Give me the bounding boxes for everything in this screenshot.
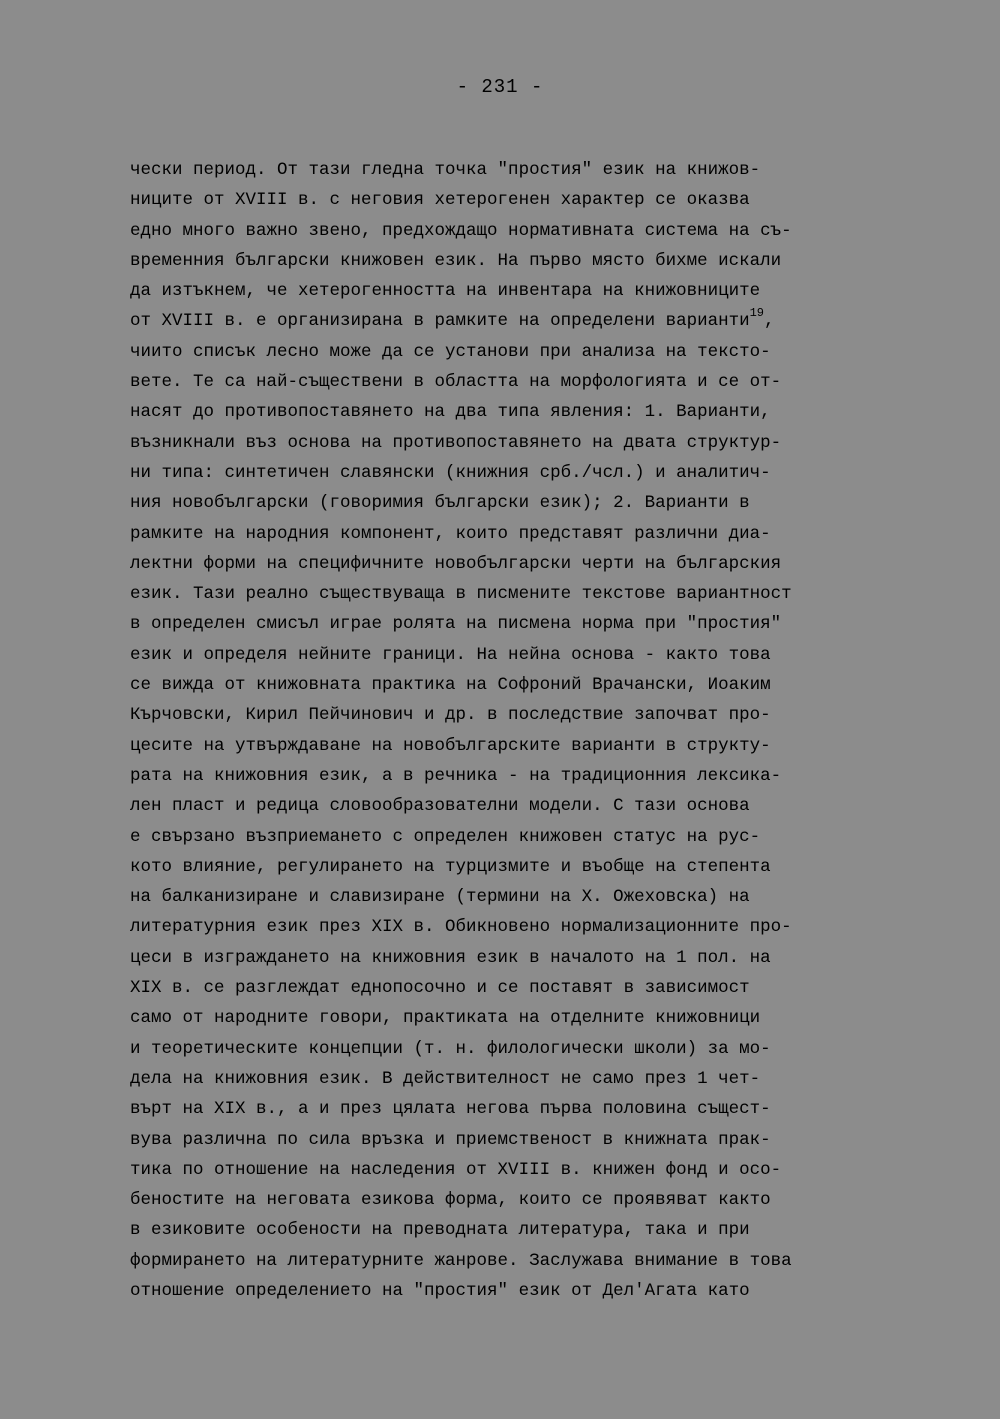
page-number: - 231 -: [456, 76, 544, 98]
text-line: тика по отношение на наследения от XVIII в. книжен фонд и осо-: [130, 1159, 782, 1180]
text-line: дела на книжовния език. В действителност не само през 1 чет-: [130, 1068, 761, 1089]
text-line: рата на книжовния език, а в речника - на традиционния лексика-: [130, 765, 782, 786]
text-line: вува различна по сила връзка и приемственост в книжната прак-: [130, 1129, 771, 1150]
text-line: цеси в изграждането на книжовния език в началото на 1 пол. на: [130, 947, 771, 968]
text-line: върт на XIX в., а и през цялата негова първа половина същест-: [130, 1099, 771, 1120]
text-line: език и определя нейните граници. На нейна основа - както това: [130, 644, 771, 665]
text-line: XIX в. се разглеждат еднопосочно и се поставят в зависимост: [130, 978, 750, 999]
text-line: лектни форми на специфичните новобългарски черти на българския: [130, 553, 782, 574]
text-line: литературния език през XIX в. Обикновено нормализационните про-: [130, 917, 792, 938]
text-line: беностите на неговата езикова форма, които се проявяват както: [130, 1190, 771, 1211]
text-line-with-footnote: от XVIII в. е организирана в рамките на определени варианти$^{19}$,: [130, 306, 775, 332]
text-line: само от народните говори, практиката на отделните книжовници: [130, 1008, 761, 1029]
text-line: на балканизиране и славизиране (термини на Х. Ожеховска) на: [130, 887, 750, 908]
text-line: от XVIII в. е организирана в рамките на определени варианти: [130, 311, 750, 332]
text-line: едно много важно звено, предхождащо нормативната система на съ-: [130, 220, 792, 241]
body-text: [130, 155, 900, 1306]
text-line: лен пласт и редица словообразователни модели. С тази основа: [130, 796, 750, 817]
text-line: възникнали въз основа на противопоставянето на двата структур-: [130, 432, 782, 453]
text-line: рамките на народния компонент, които представят различни диа-: [130, 523, 771, 544]
text-line: ниците от XVIII в. с неговия хетерогенен характер се оказва: [130, 190, 750, 211]
text-line: отношение определението на "простия" език от Дел'Агата като: [130, 1280, 750, 1301]
text-line: в определен смисъл играе ролята на писмена норма при "простия": [130, 614, 782, 635]
text-line: се вижда от книжовната практика на Софроний Врачански, Иоаким: [130, 675, 771, 696]
text-line: временния български книжовен език. На първо място бихме искали: [130, 250, 782, 271]
footnote-reference: 19: [749, 306, 765, 321]
text-line: вете. Те са най-съществени в областта на морфологията и се от-: [130, 372, 782, 393]
text-line: формирането на литературните жанрове. Заслужава внимание в това: [130, 1250, 792, 1271]
text-line: чески период. От тази гледна точка "простия" език на книжов-: [130, 160, 761, 180]
text-line: кото влияние, регулирането на турцизмите и въобще на степента: [130, 856, 771, 877]
text-line: ния новобългарски (говоримия български език); 2. Варианти в: [130, 493, 750, 514]
text-line: да изтъкнем, че хетерогенността на инвентара на книжовниците: [130, 281, 761, 302]
text-line: е свързано възприемането с определен книжовен статус на рус-: [130, 826, 761, 847]
text-line: в езиковите особености на преводната литература, така и при: [130, 1220, 750, 1241]
text-line: насят до противопоставянето на два типа явления: 1. Варианти,: [130, 402, 771, 423]
text-line: Кърчовски, Кирил Пейчинович и др. в последствие започват про-: [130, 705, 771, 726]
text-line: ни типа: синтетичен славянски (книжния срб./чсл.) и аналитич-: [130, 462, 771, 483]
text-line: език. Тази реално съществуваща в писмените текстове вариантност: [130, 584, 792, 605]
text-line: чиито списък лесно може да се установи при анализа на тексто-: [130, 341, 771, 362]
text-line: цесите на утвърждаване на новобългарските варианти в структу-: [130, 735, 771, 756]
text-line: и теоретическите концепции (т. н. филологически школи) за мо-: [130, 1038, 771, 1059]
